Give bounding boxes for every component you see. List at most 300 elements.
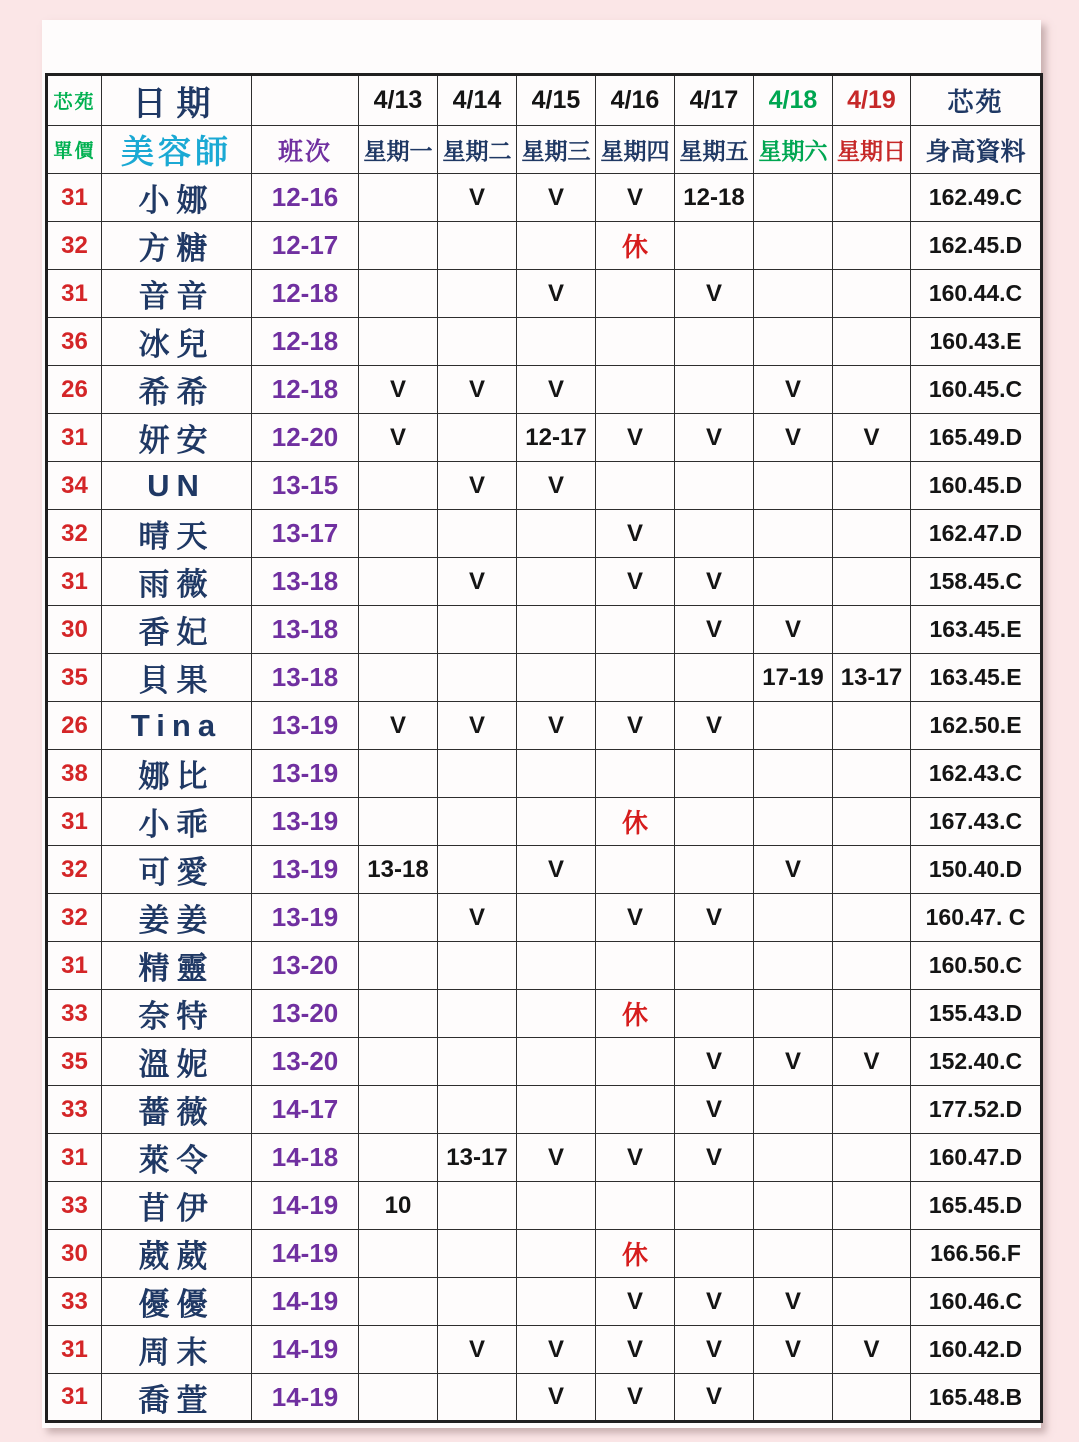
day-cell [359,510,438,558]
shift-cell: 12-16 [252,174,359,222]
day-cell [675,366,754,414]
artist-name-cell: 小乖 [102,798,252,846]
day-cell [438,942,517,990]
day-cell: V [754,414,833,462]
day-cell [359,1086,438,1134]
day-cell [833,558,911,606]
header-row-dates [47,75,1042,126]
artist-name-cell: 雨薇 [102,558,252,606]
price-cell: 32 [47,846,102,894]
height-cell: 162.49.C [911,174,1042,222]
shift-cell: 13-19 [252,798,359,846]
shift-cell: 14-19 [252,1182,359,1230]
day-cell: V [675,414,754,462]
day-cell [438,510,517,558]
day-cell [754,1134,833,1182]
day-cell [438,990,517,1038]
price-cell: 26 [47,702,102,750]
shift-cell: 12-17 [252,222,359,270]
day-cell [438,1038,517,1086]
artist-name-cell: 喬萱 [102,1374,252,1422]
day-cell [754,1374,833,1422]
height-cell: 162.47.D [911,510,1042,558]
shift-cell: 13-18 [252,654,359,702]
weekday-col-header: 星期三 [517,126,596,174]
day-cell: 12-17 [517,414,596,462]
header-row-labels [47,126,1042,174]
artist-name-cell: Tina [102,702,252,750]
price-cell: 35 [47,1038,102,1086]
day-cell [438,1278,517,1326]
artist-name-cell: 妍安 [102,414,252,462]
day-cell [517,750,596,798]
day-cell [359,558,438,606]
day-cell [517,654,596,702]
price-cell: 31 [47,1134,102,1182]
price-cell: 35 [47,654,102,702]
day-cell [833,750,911,798]
date-col-header: 4/15 [517,75,596,126]
day-cell: V [833,414,911,462]
day-cell [359,750,438,798]
schedule-table-body [47,174,1042,1422]
day-cell: V [754,1326,833,1374]
day-cell [438,1182,517,1230]
height-cell: 152.40.C [911,1038,1042,1086]
day-cell [754,222,833,270]
artist-name-cell: 優優 [102,1278,252,1326]
shift-cell: 13-18 [252,606,359,654]
height-cell: 160.47. C [911,894,1042,942]
day-cell: V [675,1086,754,1134]
day-cell [596,1182,675,1230]
day-cell: V [833,1038,911,1086]
day-cell [359,1278,438,1326]
height-cell: 165.48.B [911,1374,1042,1422]
day-cell: V [438,894,517,942]
price-column-label: 單價 [47,126,102,174]
table-row [47,1278,1042,1326]
height-cell: 162.50.E [911,702,1042,750]
day-cell [438,846,517,894]
day-cell [438,1230,517,1278]
artist-name-cell: 葳葳 [102,1230,252,1278]
table-row [47,174,1042,222]
artist-name-cell: 晴天 [102,510,252,558]
day-cell [438,222,517,270]
corner-top-left-label: 芯苑 [47,75,102,126]
artist-name-cell: 薔薇 [102,1086,252,1134]
price-cell: 32 [47,222,102,270]
day-cell: 13-18 [359,846,438,894]
shift-cell: 13-19 [252,702,359,750]
height-cell: 160.46.C [911,1278,1042,1326]
day-cell [517,510,596,558]
schedule-table-head [47,75,1042,174]
day-cell [675,318,754,366]
day-cell [517,1038,596,1086]
height-cell: 162.43.C [911,750,1042,798]
day-cell [517,798,596,846]
table-row [47,798,1042,846]
table-row [47,1230,1042,1278]
day-cell [675,222,754,270]
price-cell: 32 [47,510,102,558]
day-cell [517,606,596,654]
day-cell [438,606,517,654]
table-row [47,942,1042,990]
day-cell: V [675,270,754,318]
shift-cell: 14-17 [252,1086,359,1134]
price-cell: 30 [47,606,102,654]
day-cell [517,1086,596,1134]
day-cell [833,702,911,750]
artist-name-cell: 精靈 [102,942,252,990]
day-cell: V [517,270,596,318]
day-cell [833,510,911,558]
day-cell [754,942,833,990]
height-cell: 162.45.D [911,222,1042,270]
height-cell: 163.45.E [911,654,1042,702]
artist-name-cell: 希希 [102,366,252,414]
day-cell: 休 [596,798,675,846]
day-cell [596,1086,675,1134]
price-cell: 32 [47,894,102,942]
day-cell: V [596,1374,675,1422]
day-cell: V [517,1374,596,1422]
day-cell: 10 [359,1182,438,1230]
table-row [47,318,1042,366]
day-cell [833,1086,911,1134]
height-cell: 177.52.D [911,1086,1042,1134]
day-cell [359,1374,438,1422]
day-cell: V [438,558,517,606]
day-cell [754,174,833,222]
day-cell [833,894,911,942]
day-cell [675,750,754,798]
day-cell: V [359,414,438,462]
height-column-label: 身高資料 [911,126,1042,174]
table-row [47,1086,1042,1134]
empty-header-cell [252,75,359,126]
price-cell: 31 [47,270,102,318]
day-cell [438,270,517,318]
day-cell [675,1182,754,1230]
day-cell [754,1230,833,1278]
day-cell: V [438,462,517,510]
day-cell [359,222,438,270]
day-cell: V [596,702,675,750]
day-cell: V [675,1038,754,1086]
day-cell [596,942,675,990]
day-cell [833,462,911,510]
day-cell [833,606,911,654]
day-cell [675,990,754,1038]
date-col-header-saturday: 4/18 [754,75,833,126]
day-cell [438,414,517,462]
day-cell [754,750,833,798]
day-cell [596,750,675,798]
corner-top-right-label: 芯苑 [911,75,1042,126]
artist-name-cell: 可愛 [102,846,252,894]
day-cell: V [754,1038,833,1086]
price-cell: 30 [47,1230,102,1278]
day-cell [438,654,517,702]
table-row [47,702,1042,750]
day-cell: V [754,366,833,414]
day-cell [833,1374,911,1422]
date-header-label: 日期 [102,75,252,126]
shift-cell: 13-18 [252,558,359,606]
day-cell [359,1038,438,1086]
artist-name-cell: 娜比 [102,750,252,798]
shift-cell: 14-18 [252,1134,359,1182]
day-cell [833,1182,911,1230]
day-cell [596,606,675,654]
shift-cell: 14-19 [252,1374,359,1422]
day-cell: V [438,366,517,414]
day-cell: V [675,558,754,606]
day-cell: V [833,1326,911,1374]
day-cell [438,1374,517,1422]
artist-name-cell: 音音 [102,270,252,318]
weekday-col-header: 星期二 [438,126,517,174]
height-cell: 165.45.D [911,1182,1042,1230]
weekday-col-header: 星期四 [596,126,675,174]
day-cell [438,798,517,846]
day-cell: V [438,174,517,222]
day-cell [754,318,833,366]
day-cell: V [596,558,675,606]
day-cell [675,798,754,846]
artist-name-cell: 小娜 [102,174,252,222]
day-cell [517,222,596,270]
artist-name-cell: 萊令 [102,1134,252,1182]
day-cell [675,510,754,558]
artist-name-cell: 貝果 [102,654,252,702]
table-row [47,558,1042,606]
day-cell: V [517,846,596,894]
artist-name-cell: 奈特 [102,990,252,1038]
day-cell: V [596,510,675,558]
price-cell: 33 [47,1182,102,1230]
table-row [47,606,1042,654]
date-col-header-sunday: 4/19 [833,75,911,126]
day-cell [833,942,911,990]
day-cell [596,654,675,702]
height-cell: 158.45.C [911,558,1042,606]
price-cell: 34 [47,462,102,510]
date-col-header: 4/16 [596,75,675,126]
price-cell: 38 [47,750,102,798]
price-cell: 31 [47,1374,102,1422]
day-cell: V [359,702,438,750]
day-cell [517,318,596,366]
weekday-col-header-sunday: 星期日 [833,126,911,174]
day-cell [359,1230,438,1278]
table-row [47,1326,1042,1374]
height-cell: 155.43.D [911,990,1042,1038]
day-cell: V [754,846,833,894]
day-cell [517,942,596,990]
price-cell: 31 [47,558,102,606]
price-cell: 31 [47,942,102,990]
artist-name-cell: 溫妮 [102,1038,252,1086]
day-cell: V [596,414,675,462]
artist-name-cell: 冰兒 [102,318,252,366]
day-cell: V [438,1326,517,1374]
day-cell: 12-18 [675,174,754,222]
day-cell [359,270,438,318]
table-row [47,414,1042,462]
table-row [47,654,1042,702]
day-cell [359,1134,438,1182]
day-cell [754,1182,833,1230]
day-cell [833,1230,911,1278]
day-cell [754,798,833,846]
day-cell: 休 [596,990,675,1038]
day-cell: V [517,1326,596,1374]
day-cell [359,174,438,222]
shift-cell: 13-15 [252,462,359,510]
day-cell: V [596,894,675,942]
height-cell: 160.44.C [911,270,1042,318]
shift-cell: 12-18 [252,366,359,414]
day-cell [675,1230,754,1278]
day-cell [675,654,754,702]
artist-name-cell: 姜姜 [102,894,252,942]
day-cell: V [359,366,438,414]
day-cell [754,462,833,510]
shift-cell: 12-18 [252,318,359,366]
day-cell [596,366,675,414]
shift-column-label: 班次 [252,126,359,174]
table-row [47,750,1042,798]
day-cell [833,1278,911,1326]
day-cell [833,846,911,894]
day-cell [359,318,438,366]
day-cell [596,462,675,510]
price-cell: 36 [47,318,102,366]
height-cell: 160.45.D [911,462,1042,510]
day-cell [359,990,438,1038]
day-cell [675,462,754,510]
table-row [47,366,1042,414]
day-cell [754,1086,833,1134]
height-cell: 160.43.E [911,318,1042,366]
day-cell [833,1134,911,1182]
day-cell: V [675,1326,754,1374]
day-cell [833,270,911,318]
day-cell [833,798,911,846]
day-cell: 13-17 [833,654,911,702]
height-cell: 150.40.D [911,846,1042,894]
day-cell: V [754,606,833,654]
artist-name-cell: 苜伊 [102,1182,252,1230]
day-cell [596,318,675,366]
shift-cell: 14-19 [252,1230,359,1278]
day-cell [517,894,596,942]
table-row [47,1182,1042,1230]
table-row [47,846,1042,894]
day-cell: V [517,174,596,222]
day-cell: V [675,606,754,654]
height-cell: 160.42.D [911,1326,1042,1374]
shift-cell: 13-19 [252,894,359,942]
day-cell [833,318,911,366]
day-cell [359,606,438,654]
height-cell: 167.43.C [911,798,1042,846]
day-cell: 休 [596,222,675,270]
day-cell [359,894,438,942]
day-cell [596,846,675,894]
day-cell [517,558,596,606]
day-cell [754,558,833,606]
day-cell: V [596,174,675,222]
day-cell [596,1038,675,1086]
shift-cell: 14-19 [252,1326,359,1374]
price-cell: 33 [47,1086,102,1134]
table-row [47,510,1042,558]
day-cell [517,1278,596,1326]
price-cell: 31 [47,414,102,462]
price-cell: 31 [47,174,102,222]
date-col-header: 4/13 [359,75,438,126]
shift-cell: 13-19 [252,750,359,798]
shift-schedule-table [45,73,1043,1423]
day-cell: 休 [596,1230,675,1278]
table-row [47,462,1042,510]
shift-cell: 13-17 [252,510,359,558]
artist-name-cell: UN [102,462,252,510]
table-row [47,222,1042,270]
day-cell: V [675,894,754,942]
day-cell [359,942,438,990]
table-row [47,1038,1042,1086]
table-row [47,1374,1042,1422]
price-cell: 31 [47,1326,102,1374]
shift-cell: 13-19 [252,846,359,894]
paper-sheet [42,20,1041,1428]
day-cell [517,1182,596,1230]
day-cell [359,1326,438,1374]
height-cell: 165.49.D [911,414,1042,462]
weekday-col-header: 星期五 [675,126,754,174]
price-cell: 33 [47,1278,102,1326]
shift-cell: 12-20 [252,414,359,462]
day-cell [833,222,911,270]
day-cell [675,846,754,894]
day-cell [754,990,833,1038]
day-cell [359,462,438,510]
day-cell: V [596,1134,675,1182]
day-cell [675,942,754,990]
day-cell [833,990,911,1038]
day-cell [754,510,833,558]
shift-cell: 12-18 [252,270,359,318]
price-cell: 26 [47,366,102,414]
day-cell [754,270,833,318]
day-cell: V [675,1278,754,1326]
date-col-header: 4/14 [438,75,517,126]
height-cell: 163.45.E [911,606,1042,654]
height-cell: 166.56.F [911,1230,1042,1278]
height-cell: 160.47.D [911,1134,1042,1182]
day-cell [833,366,911,414]
price-cell: 33 [47,990,102,1038]
table-row [47,894,1042,942]
day-cell [359,798,438,846]
